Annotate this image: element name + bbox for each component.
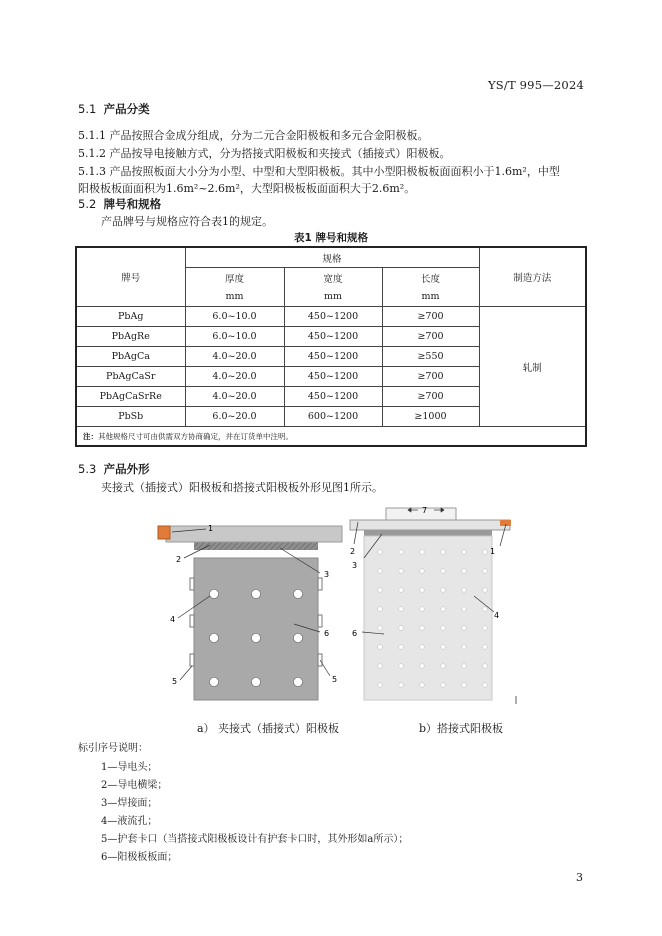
- section-5-3-intro: 夹接式（插接式）阳极板和搭接式阳极板外形见图1所示。: [101, 481, 383, 494]
- legend-item: 6—阳极板板面；: [101, 852, 178, 863]
- flow-hole: [378, 607, 383, 612]
- unit-thickness: mm: [185, 287, 284, 307]
- cell-thickness: 6.0~20.0: [185, 407, 284, 427]
- callout-label: 1: [208, 524, 214, 533]
- section-title: 牌号和规格: [103, 197, 162, 211]
- table-caption: 表1 牌号和规格: [294, 232, 368, 244]
- callout-label: 6: [352, 629, 358, 638]
- flow-hole: [420, 645, 425, 650]
- section-5-1-heading: [78, 101, 150, 117]
- sheath-notch: [318, 578, 322, 590]
- callout-label: 5: [332, 675, 338, 684]
- weld-surface-b: [364, 530, 492, 536]
- flow-hole: [462, 626, 467, 631]
- cell-width: 450~1200: [284, 387, 382, 407]
- flow-hole: [399, 626, 404, 631]
- callout-label: 1: [490, 547, 496, 556]
- cell-thickness: 6.0~10.0: [185, 327, 284, 347]
- cell-length: ≥1000: [382, 407, 479, 427]
- legend-item: 2—导电横梁；: [101, 780, 168, 791]
- flow-hole: [462, 569, 467, 574]
- document-id: YS/T 995—2024: [488, 78, 584, 92]
- col-header-method: 制造方法: [479, 247, 586, 307]
- cell-brand: PbAgCaSrRe: [76, 387, 185, 407]
- flow-hole: [420, 626, 425, 631]
- callout-label: 7: [422, 506, 428, 515]
- flow-hole: [420, 588, 425, 593]
- flow-hole: [483, 607, 488, 612]
- flow-hole: [420, 683, 425, 688]
- flow-hole: [399, 569, 404, 574]
- cell-thickness: 4.0~20.0: [185, 387, 284, 407]
- cell-width: 600~1200: [284, 407, 382, 427]
- callout-label: 4: [170, 615, 176, 624]
- callout-label: 2: [176, 555, 182, 564]
- col-header-brand: 牌号: [76, 247, 185, 307]
- top-lug-b: [386, 508, 456, 520]
- col-header-length: 长度: [382, 268, 479, 288]
- cell-width: 450~1200: [284, 347, 382, 367]
- cell-brand: PbAgRe: [76, 327, 185, 347]
- callout-label: 6: [324, 629, 330, 638]
- flow-hole: [462, 645, 467, 650]
- cell-width: 450~1200: [284, 327, 382, 347]
- flow-hole: [378, 683, 383, 688]
- sheath-notch: [190, 578, 194, 590]
- cell-thickness: 6.0~10.0: [185, 307, 284, 327]
- callout-label: 4: [494, 611, 500, 620]
- cell-width: 450~1200: [284, 367, 382, 387]
- flow-hole: [483, 569, 488, 574]
- page-number: 3: [576, 871, 583, 884]
- section-number: 5.3: [78, 462, 97, 476]
- flow-hole: [441, 626, 446, 631]
- cell-brand: PbSb: [76, 407, 185, 427]
- col-header-thickness: 厚度: [185, 268, 284, 288]
- clause-5-1-3: 5.1.3 产品按照板面大小分为小型、中型和大型阳极板。其中小型阳极板板面面积小于1.6m²，中型: [78, 165, 560, 178]
- flow-hole: [399, 645, 404, 650]
- unit-length: mm: [382, 287, 479, 307]
- conductive-beam-a: [166, 526, 342, 542]
- note-text: 其他规格尺寸可由供需双方协商确定，并在订货单中注明。: [98, 431, 293, 441]
- cell-brand: PbAg: [76, 307, 185, 327]
- flow-hole: [483, 588, 488, 593]
- col-header-width: 宽度: [284, 268, 382, 288]
- flow-hole: [441, 569, 446, 574]
- flow-hole: [462, 664, 467, 669]
- section-5-3-heading: [78, 461, 150, 477]
- flow-hole: [462, 683, 467, 688]
- spec-table: [75, 246, 587, 447]
- sheath-notch: [190, 615, 194, 627]
- cell-thickness: 4.0~20.0: [185, 367, 284, 387]
- flow-hole: [420, 607, 425, 612]
- clause-5-1-2: 5.1.2 产品按导电接触方式，分为搭接式阳极板和夹接式（插接式）阳极板。: [78, 147, 451, 160]
- flow-hole: [378, 664, 383, 669]
- note-label: 注：: [83, 431, 98, 441]
- conductive-beam-b: [350, 520, 510, 530]
- clause-5-1-3-cont: 阳极板板面面积为1.6m²~2.6m²，大型阳极板板面面积大于2.6m²。: [78, 182, 416, 195]
- sheath-notch: [190, 654, 194, 666]
- flow-hole: [399, 664, 404, 669]
- unit-width: mm: [284, 287, 382, 307]
- cell-width: 450~1200: [284, 307, 382, 327]
- callout-label: 5: [172, 677, 178, 686]
- flow-hole: [483, 626, 488, 631]
- legend-item: 1—导电头；: [101, 762, 158, 773]
- section-5-2-intro: 产品牌号与规格应符合表1的规定。: [101, 215, 273, 228]
- flow-hole: [462, 607, 467, 612]
- clamp-type-anode-plate: [158, 524, 342, 700]
- section-5-2-heading: [78, 196, 161, 212]
- legend-title: 标引序号说明：: [78, 743, 148, 754]
- cell-thickness: 4.0~20.0: [185, 347, 284, 367]
- flow-hole: [462, 550, 467, 555]
- lap-type-anode-plate: [350, 506, 516, 704]
- flow-hole: [378, 588, 383, 593]
- flow-hole: [378, 645, 383, 650]
- flow-hole: [441, 550, 446, 555]
- legend-item: 5—护套卡口（当搭接式阳极板设计有护套卡口时，其外形如a所示）；: [101, 834, 409, 845]
- table-note: [76, 427, 586, 447]
- flow-hole: [420, 569, 425, 574]
- section-title: 产品外形: [103, 462, 150, 476]
- flow-hole: [420, 550, 425, 555]
- flow-hole: [399, 550, 404, 555]
- flow-hole: [483, 683, 488, 688]
- section-number: 5.2: [78, 197, 97, 211]
- sheath-notch: [318, 615, 322, 627]
- flow-hole: [441, 664, 446, 669]
- flow-hole: [441, 607, 446, 612]
- section-number: 5.1: [78, 102, 97, 116]
- plate-face-b: [364, 536, 492, 700]
- cell-brand: PbAgCa: [76, 347, 185, 367]
- weld-surface-a: [194, 542, 318, 550]
- cell-length: ≥700: [382, 327, 479, 347]
- callout-label: 3: [324, 570, 330, 579]
- flow-hole: [483, 645, 488, 650]
- flow-hole: [483, 550, 488, 555]
- section-title: 产品分类: [103, 102, 150, 116]
- flow-hole: [399, 588, 404, 593]
- figure-caption-a: a） 夹接式（插接式）阳极板: [197, 722, 340, 735]
- flow-hole: [462, 588, 467, 593]
- contact-head-a: [158, 526, 170, 539]
- cell-length: ≥700: [382, 367, 479, 387]
- flow-hole: [483, 664, 488, 669]
- callout-label: 3: [352, 561, 358, 570]
- callout-label: 2: [350, 547, 356, 556]
- flow-hole: [378, 550, 383, 555]
- flow-hole: [420, 664, 425, 669]
- cell-length: ≥550: [382, 347, 479, 367]
- cell-length: ≥700: [382, 307, 479, 327]
- flow-hole: [378, 569, 383, 574]
- legend-item: 4—液流孔；: [101, 816, 158, 827]
- flow-hole: [378, 626, 383, 631]
- flow-hole: [441, 683, 446, 688]
- table-row: [76, 307, 586, 327]
- flow-hole: [399, 683, 404, 688]
- cell-method: 轧制: [479, 307, 586, 427]
- figure-caption-b: b）搭接式阳极板: [419, 722, 504, 735]
- flow-hole: [399, 607, 404, 612]
- legend-item: 3—焊接面；: [101, 798, 158, 809]
- col-group-spec: 规格: [185, 247, 479, 268]
- cell-length: ≥700: [382, 387, 479, 407]
- clause-5-1-1: 5.1.1 产品按照合金成分组成，分为二元合金阳极板和多元合金阳极板。: [78, 129, 429, 142]
- flow-hole: [441, 588, 446, 593]
- flow-hole: [441, 645, 446, 650]
- anode-plate-figure: [150, 500, 522, 720]
- cell-brand: PbAgCaSr: [76, 367, 185, 387]
